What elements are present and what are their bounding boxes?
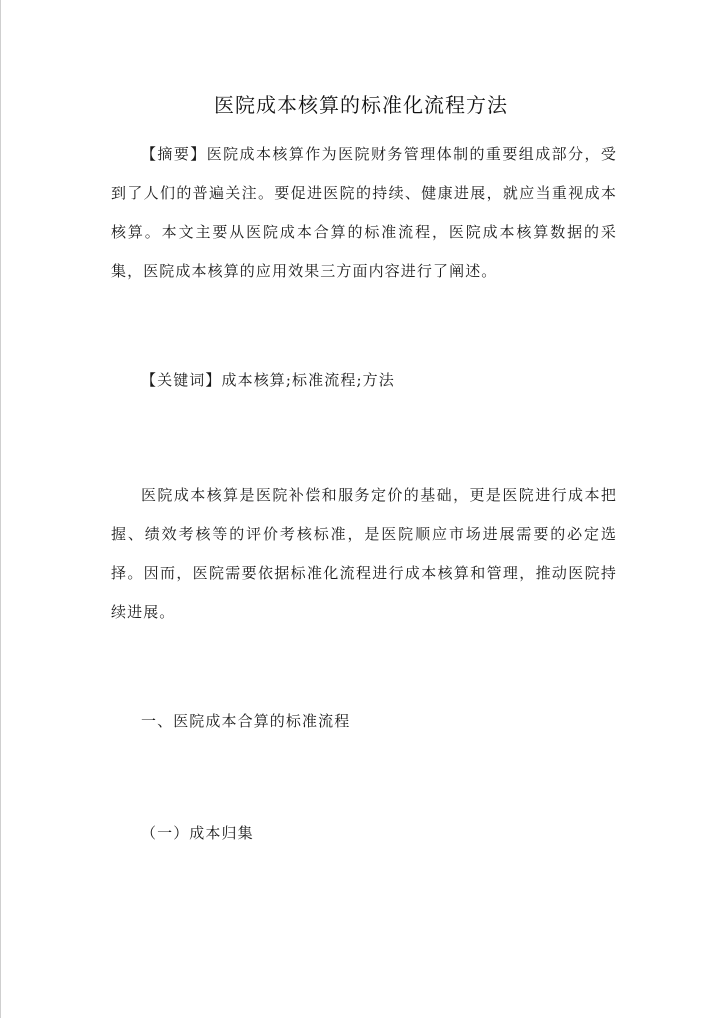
subsection-heading: （一）成本归集 <box>141 824 254 842</box>
abstract-paragraph: 【摘要】医院成本核算作为医院财务管理体制的重要组成部分，受到了人们的普遍关注。要促进医院的持续、健康进展，就应当重视成本核算。本文主要从医院成本合算的标准流程，医院成本核算数据的采集，医院成本核算的应用效果三方面内容进行了阐述。 <box>111 145 617 280</box>
intro-paragraph: 医院成本核算是医院补偿和服务定价的基础，更是医院进行成本把握、绩效考核等的评价考核标准，是医院顺应市场进展需要的必定选择。因而，医院需要依据标准化流程进行成本核算和管理，推动医院持续进展。 <box>111 486 617 621</box>
document-title: 医院成本核算的标准化流程方法 <box>214 93 508 117</box>
section-heading: 一、医院成本合算的标准流程 <box>141 712 351 730</box>
keywords-paragraph: 【关键词】成本核算;标准流程;方法 <box>141 371 395 389</box>
